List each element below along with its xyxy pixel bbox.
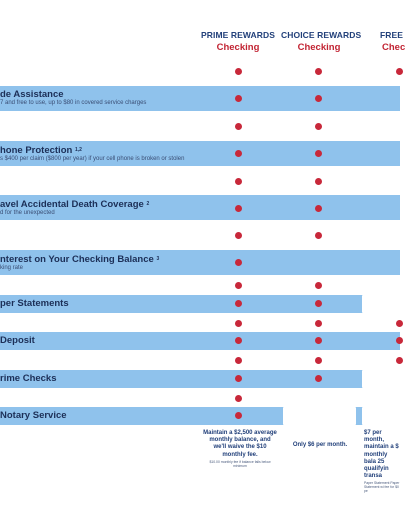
red-dot-icon bbox=[315, 320, 322, 327]
feature-title-paper bbox=[0, 298, 69, 309]
red-dot-icon bbox=[315, 205, 322, 212]
red-dot-icon bbox=[396, 337, 403, 344]
red-dot-icon bbox=[315, 150, 322, 157]
red-dot-icon bbox=[396, 320, 403, 327]
red-dot-icon bbox=[315, 232, 322, 239]
red-dot-icon bbox=[235, 300, 242, 307]
footer-note-choice bbox=[284, 442, 356, 449]
empty-cell bbox=[362, 407, 402, 425]
footnote-marker: 3 bbox=[156, 256, 160, 262]
red-dot-icon bbox=[235, 205, 242, 212]
column-header-choice bbox=[281, 30, 362, 53]
red-dot-icon bbox=[315, 68, 322, 75]
red-dot-icon bbox=[235, 150, 242, 157]
feature-title-roadside bbox=[0, 89, 64, 100]
red-dot-icon bbox=[315, 375, 322, 382]
empty-cell bbox=[362, 370, 402, 388]
feature-title-travel bbox=[0, 199, 149, 210]
column-tier-label: FREE bbox=[380, 30, 404, 40]
feature-sub-roadside: 7 and free to use, up to $80 in covered service charges bbox=[0, 100, 147, 106]
feature-title-text: rime Checks bbox=[0, 373, 57, 384]
empty-cell bbox=[283, 407, 356, 425]
feature-title-checks bbox=[0, 373, 57, 384]
footnote-marker: 1,2 bbox=[74, 147, 82, 153]
red-dot-icon bbox=[235, 68, 242, 75]
footer-main-text: Only $6 per month. bbox=[292, 442, 348, 448]
feature-sub-phone: s $400 per claim ($800 per year) if your cell phone is broken or stolen bbox=[0, 156, 185, 162]
red-dot-icon bbox=[235, 337, 242, 344]
red-dot-icon bbox=[235, 395, 242, 402]
footer-fine-print: Paper Statement Paper Statement wi fee for $0 pe bbox=[364, 481, 400, 494]
feature-title-text: per Statements bbox=[0, 298, 69, 309]
feature-band-checks bbox=[0, 370, 400, 388]
feature-title-phone bbox=[0, 145, 82, 156]
feature-title-text: nterest on Your Checking Balance bbox=[0, 254, 154, 265]
column-header-prime bbox=[200, 30, 276, 53]
red-dot-icon bbox=[315, 178, 322, 185]
red-dot-icon bbox=[396, 68, 403, 75]
feature-title-interest bbox=[0, 254, 159, 265]
red-dot-icon bbox=[235, 259, 242, 266]
footnote-marker: 2 bbox=[146, 201, 150, 207]
empty-cell bbox=[362, 295, 402, 313]
red-dot-icon bbox=[315, 282, 322, 289]
column-kind-label: Checking bbox=[297, 42, 341, 53]
red-dot-icon bbox=[235, 123, 242, 130]
column-kind-label: Checking bbox=[216, 42, 260, 53]
feature-title-text: Deposit bbox=[0, 335, 35, 346]
column-tier-label: CHOICE REWARDS bbox=[281, 30, 362, 40]
red-dot-icon bbox=[235, 178, 242, 185]
red-dot-icon bbox=[315, 123, 322, 130]
feature-title-text: avel Accidental Death Coverage bbox=[0, 199, 144, 210]
red-dot-icon bbox=[315, 357, 322, 364]
footer-main-text: Maintain a $2,500 average monthly balance, and we'll waive the $10 monthly fee. bbox=[203, 430, 277, 458]
footer-fine-print: $10.00 monthly fee if balance falls below minimum bbox=[209, 459, 271, 468]
red-dot-icon bbox=[315, 95, 322, 102]
red-dot-icon bbox=[315, 337, 322, 344]
feature-sub-travel: d for the unexpected bbox=[0, 210, 55, 216]
red-dot-icon bbox=[235, 232, 242, 239]
red-dot-icon bbox=[235, 412, 242, 419]
feature-title-deposit bbox=[0, 335, 35, 346]
red-dot-icon bbox=[235, 375, 242, 382]
feature-title-text: de Assistance bbox=[0, 89, 64, 100]
feature-title-text: hone Protection bbox=[0, 145, 73, 156]
red-dot-icon bbox=[396, 357, 403, 364]
red-dot-icon bbox=[235, 357, 242, 364]
red-dot-icon bbox=[235, 320, 242, 327]
column-header-free bbox=[380, 30, 420, 53]
red-dot-icon bbox=[235, 95, 242, 102]
feature-band-deposit bbox=[0, 332, 400, 350]
feature-title-notary bbox=[0, 410, 67, 421]
red-dot-icon bbox=[315, 300, 322, 307]
feature-title-text: Notary Service bbox=[0, 410, 67, 421]
footer-note-prime bbox=[203, 430, 277, 468]
red-dot-icon bbox=[235, 282, 242, 289]
column-tier-label: PRIME REWARDS bbox=[200, 30, 276, 40]
footer-note-free bbox=[364, 430, 400, 493]
footer-main-text: $7 per month, maintain a $ monthly bala 25 qualifyin transa bbox=[364, 430, 399, 480]
feature-sub-interest: king rate bbox=[0, 265, 24, 271]
column-kind-label: Chec bbox=[382, 42, 406, 53]
